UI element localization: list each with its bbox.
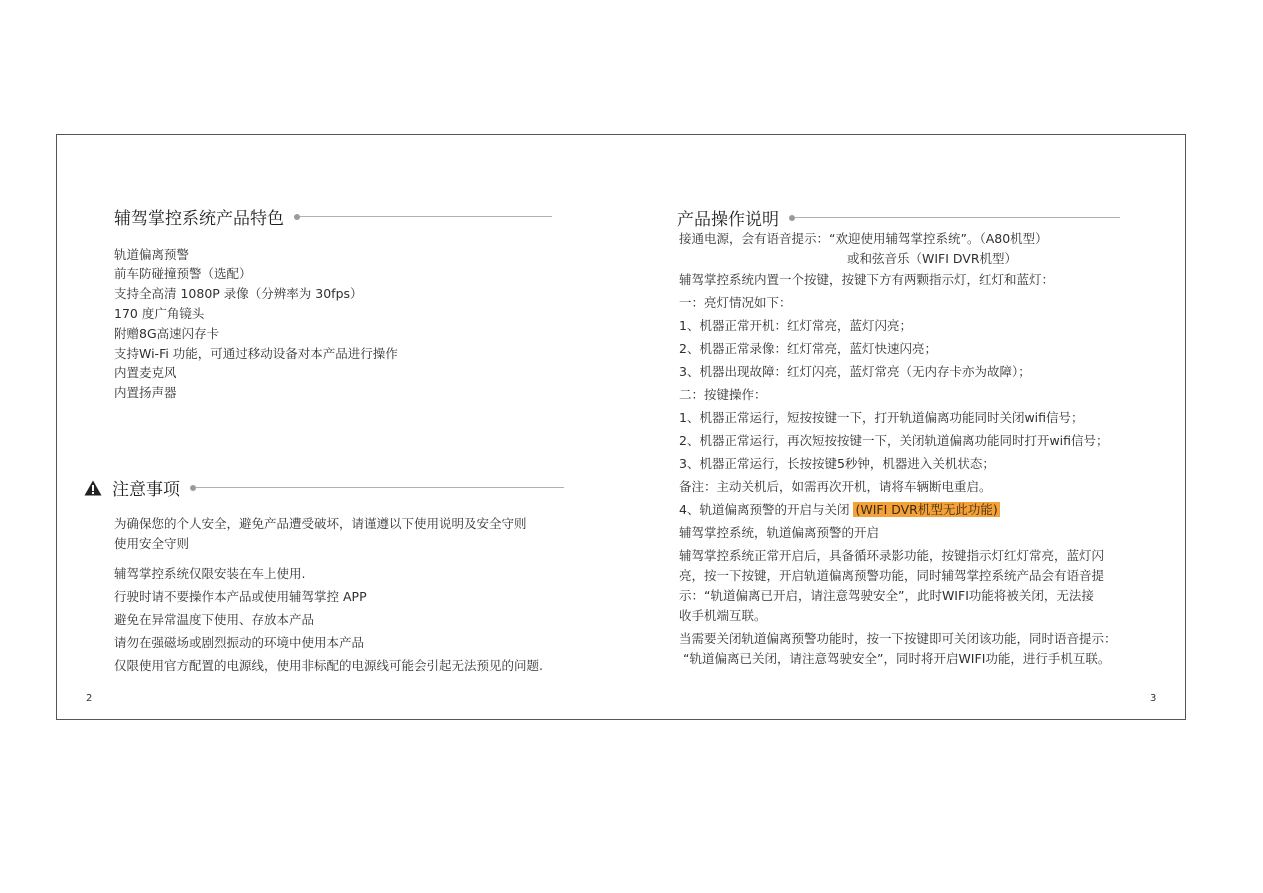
feature-item: 附赠8G高速闪存卡: [114, 326, 220, 341]
operation-line: 2、机器正常录像：红灯常亮，蓝灯快速闪亮；: [679, 341, 937, 356]
operation-title: 产品操作说明: [677, 210, 779, 230]
notice-item: 避免在异常温度下使用、存放本产品: [114, 612, 315, 627]
feature-item: 前车防碰撞预警（选配）: [114, 266, 252, 281]
model-restriction-highlight: (WIFI DVR机型无此功能): [855, 502, 998, 517]
notice-item: 请勿在强磁场或剧烈振动的环境中使用本产品: [114, 635, 365, 650]
heading-rule: [190, 485, 564, 491]
notice-title: 注意事项: [112, 480, 180, 500]
operation-line: 辅驾掌控系统，轨道偏离预警的开启: [679, 525, 880, 540]
operation-line: 一：亮灯情况如下：: [679, 295, 792, 310]
notice-item: 行驶时请不要操作本产品或使用辅驾掌控 APP: [114, 589, 367, 604]
notice-intro: 使用安全守则: [114, 536, 190, 551]
feature-item: 内置扬声器: [114, 385, 177, 400]
operation-line: 1、机器正常开机：红灯常亮，蓝灯闪亮；: [679, 318, 912, 333]
operation-line: “轨道偏离已关闭，请注意驾驶安全”，同时将开启WIFI功能，进行手机互联。: [683, 651, 1111, 666]
operation-line: 示：“轨道偏离已开启，请注意驾驶安全”，此时WIFI功能将被关闭，无法接: [679, 588, 1094, 603]
warning-triangle-icon: [84, 480, 102, 496]
features-heading: [114, 204, 552, 229]
operation-line: 二：按键操作：: [679, 387, 767, 402]
operation-line: 或和弦音乐（WIFI DVR机型）: [847, 251, 1018, 266]
heading-rule: [294, 214, 552, 220]
operation-line: 2、机器正常运行，再次短按按键一下，关闭轨道偏离功能同时打开wifi信号；: [679, 433, 1109, 448]
operation-line: 收手机端互联。: [679, 608, 767, 623]
notice-heading: [84, 475, 564, 500]
operation-line: 辅驾掌控系统正常开启后，具备循环录影功能，按键指示灯红灯常亮，蓝灯闪: [679, 548, 1105, 563]
heading-rule: [789, 215, 1120, 221]
page-number-left: 2: [86, 693, 93, 704]
operation-line: 亮，按一下按键，开启轨道偏离预警功能，同时辅驾掌控系统产品会有语音提: [679, 568, 1105, 583]
operation-heading: [677, 205, 1120, 230]
operation-line: 4、轨道偏离预警的开启与关闭: [679, 502, 850, 517]
operation-line: 备注：主动关机后，如需再次开机，请将车辆断电重启。: [679, 479, 992, 494]
feature-item: 170 度广角镜头: [114, 306, 205, 321]
feature-item: 轨道偏离预警: [114, 247, 190, 262]
operation-line: 辅驾掌控系统内置一个按键，按键下方有两颗指示灯，红灯和蓝灯：: [679, 272, 1055, 287]
operation-line: 当需要关闭轨道偏离预警功能时，按一下按键即可关闭该功能，同时语音提示：: [679, 631, 1117, 646]
features-title: 辅驾掌控系统产品特色: [114, 209, 284, 229]
feature-item: 支持Wi-Fi 功能，可通过移动设备对本产品进行操作: [114, 346, 398, 361]
notice-item: 辅驾掌控系统仅限安装在车上使用.: [114, 566, 306, 581]
notice-item: 仅限使用官方配置的电源线，使用非标配的电源线可能会引起无法预见的问题.: [114, 658, 543, 673]
operation-line: 3、机器正常运行，长按按键5秒钟，机器进入关机状态；: [679, 456, 995, 471]
feature-item: 内置麦克风: [114, 365, 177, 380]
operation-line: 3、机器出现故障：红灯闪亮，蓝灯常亮（无内存卡亦为故障）；: [679, 364, 1031, 379]
page-number-right: 3: [1150, 693, 1157, 704]
feature-item: 支持全高清 1080P 录像（分辨率为 30fps）: [114, 286, 363, 301]
operation-line: 接通电源，会有语音提示：“欢迎使用辅驾掌控系统”。（A80机型）: [679, 231, 1048, 246]
operation-line: 1、机器正常运行，短按按键一下，打开轨道偏离功能同时关闭wifi信号；: [679, 410, 1084, 425]
notice-intro: 为确保您的个人安全，避免产品遭受破坏，请谨遵以下使用说明及安全守则: [114, 516, 527, 531]
operation-line-with-highlight: [679, 502, 1000, 517]
